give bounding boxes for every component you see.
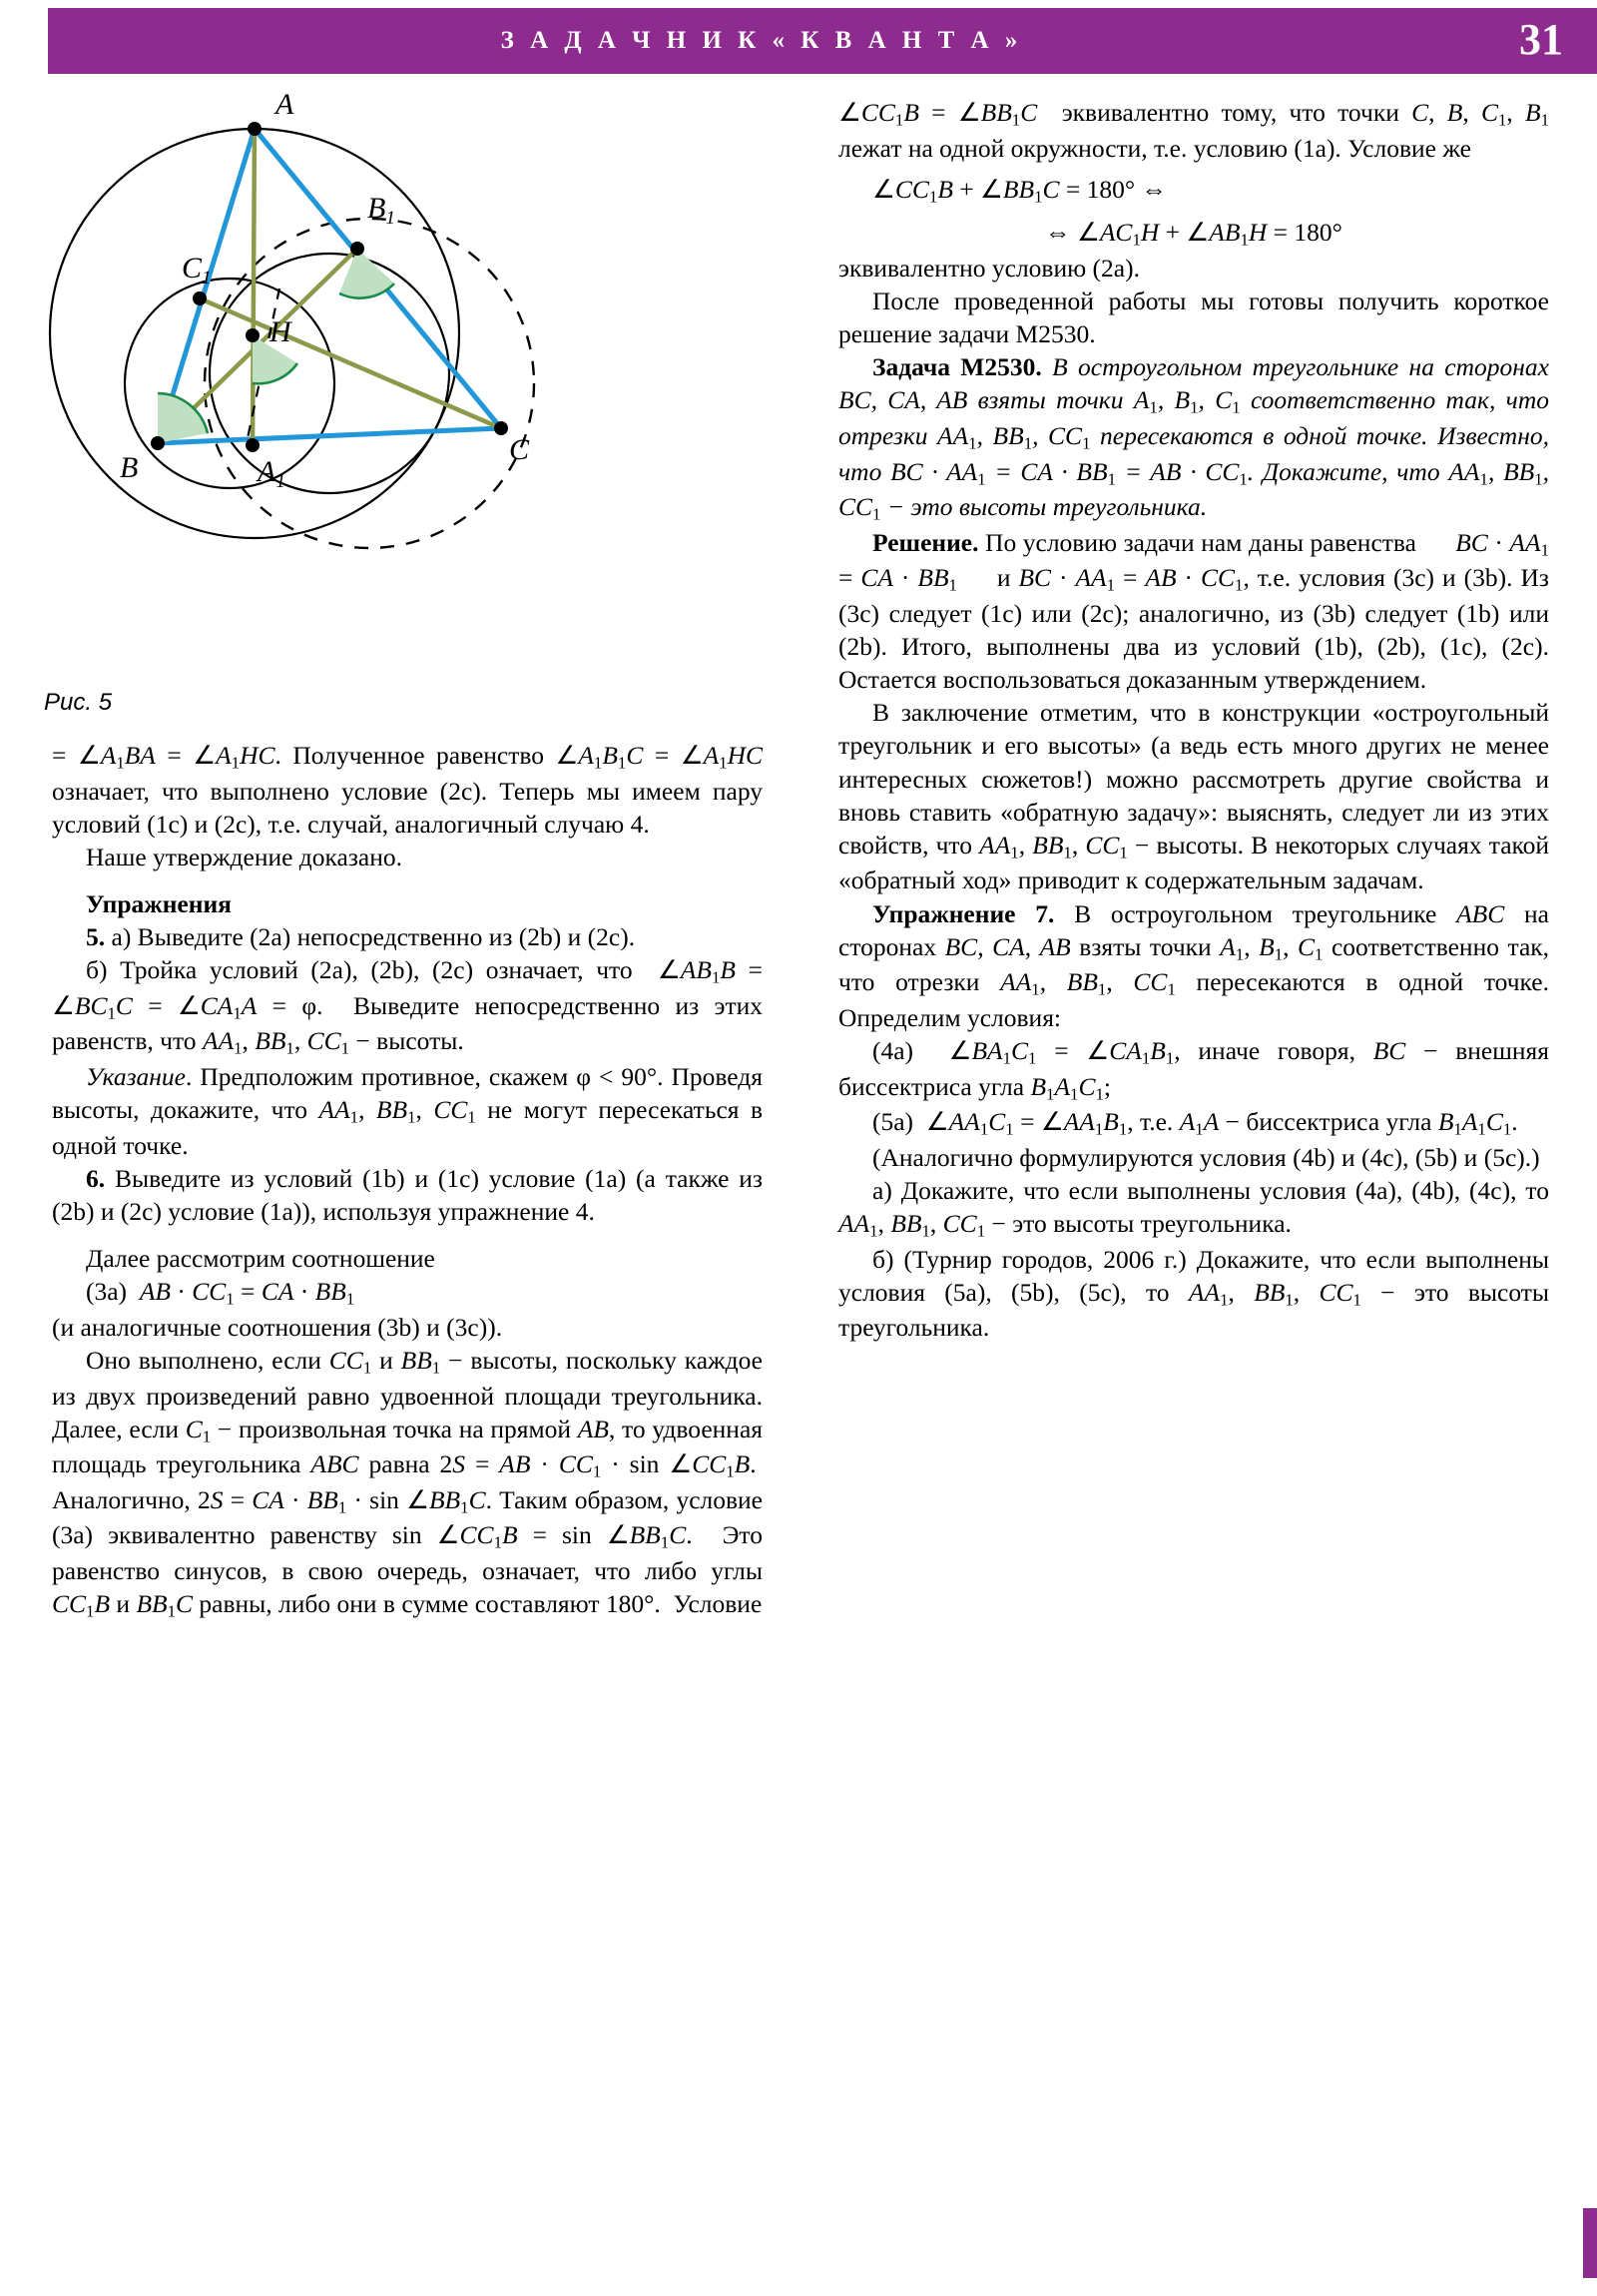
- paragraph: ⇔ $\angle AC_1H$ + $\angle AB_1H = 180^\circ$: [1045, 218, 1342, 250]
- paragraph-spacer: [838, 208, 1549, 216]
- figure-5-svg: [40, 84, 599, 703]
- figure-label-b1: B1: [367, 192, 395, 229]
- point-a1: [246, 438, 260, 452]
- point-c1: [193, 291, 207, 305]
- right-column: [838, 96, 1549, 1345]
- figure-label-b: B: [120, 451, 139, 484]
- figure-label-c: C: [509, 433, 530, 466]
- figure-label-a1: A1: [258, 455, 285, 492]
- point-a: [248, 122, 262, 136]
- paragraph: Задача М2530. В остроугольном треугольнике на сторонах BC, CA, AB взяты точки $A_1$, $B_1$, $C_1$ соответственно так, что отрезки $AA_1$, $BB_1$, $CC_1$ пересекаются в одной точке. Известно, что BC · $AA_1$ = CA · $BB_1$ = AB · $CC_1$. Докажите, что $AA_1$, $BB_1$, $CC_1$ − это высоты треугольника.: [838, 352, 1550, 524]
- figure-label-a: A: [275, 88, 294, 121]
- point-b1: [350, 242, 364, 256]
- circle-ab1ha1: [210, 254, 449, 493]
- paragraph: Упражнение 7. В остроугольном треугольнике ABC на сторонах BC, CA, AB взяты точки $A_1$, $B_1$, $C_1$ соответственно так, что отрезки $AA_1$, $BB_1$, $CC_1$ пересекаются в одной точке. Определим условия:: [838, 898, 1550, 1032]
- cevian-aa1: [253, 129, 255, 445]
- paragraph-spacer: [52, 873, 763, 887]
- paragraph: эквивалентно условию (2a).: [838, 253, 1140, 283]
- page-header-title: З А Д А Ч Н И К « К В А Н Т А »: [500, 27, 1023, 54]
- side-bc: [158, 428, 501, 443]
- paragraph-spacer: [838, 165, 1549, 173]
- paragraph: (4a) $\angle BA_1C_1$ = $\angle CA_1B_1$, иначе говоря, BC − внешняя биссектриса угла $B_1A_1C_1$;: [838, 1036, 1549, 1104]
- paragraph: $\angle CC_1B$ = $\angle BB_1C$ эквивалентно тому, что точки C, B, $C_1$, $B_1$ лежат на одной окружности, т.е. условию (1a). Условие же: [838, 98, 1550, 163]
- paragraph: 6. Выведите из условий (1b) и (1c) условие (1a) (а также из (2b) и (2c) условие (1a)), используя упражнение 4.: [52, 1163, 763, 1227]
- figure-5: [40, 84, 599, 703]
- paragraph: б) Тройка условий (2a), (2b), (2c) означает, что $\angle AB_1B$ = $\angle BC_1C$ = $\angle CA_1A = \varphi$. Выведите непосредственно из этих равенств, что $AA_1$, $BB_1$, $CC_1$ − высоты.: [52, 955, 763, 1059]
- paragraph: (5a) $\angle AA_1C_1$ = $\angle AA_1B_1$, т.е. $A_1A$ − биссектриса угла $B_1A_1C_1$.: [872, 1107, 1518, 1139]
- paragraph: Упражнения: [86, 889, 232, 918]
- paragraph: Наше утверждение доказано.: [86, 842, 403, 871]
- paragraph: $\angle CC_1B$ + $\angle BB_1C = 180^\circ$ ⇔: [872, 174, 1167, 207]
- paragraph: Далее рассмотрим соотношение: [86, 1244, 435, 1274]
- paragraph: 5. а) Выведите (2a) непосредственно из (2b) и (2c).: [86, 922, 636, 952]
- page-number: 31: [1519, 15, 1563, 64]
- paragraph: (3a) AB · $CC_1$ = CA · $BB_1$: [86, 1277, 355, 1309]
- paragraph: = $\angle A_1BA$ = $\angle A_1HC$. Полученное равенство $\angle A_1B_1C$ = $\angle A_1HC$ означает, что выполнено условие (2c). Теперь мы имеем пару условий (1c) и (2c), т.е. случай, аналогичный случаю 4.: [52, 741, 763, 839]
- figure-label-h: H: [269, 315, 291, 348]
- page-edge-tab: [1583, 2208, 1597, 2278]
- paragraph-spacer: [52, 1228, 763, 1242]
- figure-label-c1: C1: [182, 252, 212, 288]
- paragraph: (и аналогичные соотношения (3b) и (3c)).: [52, 1312, 503, 1342]
- paragraph: Решение. По условию задачи нам даны равенства BC · $AA_1$ = CA · $BB_1$ и BC · $AA_1$ = AB · $CC_1$, т.е. условия (3c) и (3b). Из (3c) следует (1c) или (2c); аналогично, из (3b) следует (1b) или (2b). Итого, выполнены два из условий (1b), (2b), (1c), (2c). Остается воспользоваться доказанным утверждением.: [838, 527, 1549, 695]
- paragraph: (Аналогично формулируются условия (4b) и (4c), (5b) и (5c).): [872, 1142, 1540, 1172]
- point-h: [246, 328, 260, 342]
- point-c: [494, 421, 508, 435]
- left-column: [52, 739, 763, 1623]
- paragraph: а) Докажите, что если выполнены условия (4a), (4b), (4c), то $AA_1$, $BB_1$, $CC_1$ − это высоты треугольника.: [838, 1175, 1549, 1241]
- figure-caption: Рис. 5: [44, 689, 113, 716]
- paragraph: Оно выполнено, если $CC_1$ и $BB_1$ − высоты, поскольку каждое из двух произведений равно удвоенной площади треугольника. Далее, если $C_1$ − произвольная точка на прямой AB, то удвоенная площадь треугольника ABC равна 2S = AB · $CC_1 \cdot \sin$ $\angle CC_1B$. Аналогично, 2S = CA · $BB_1 \cdot \sin$ $\angle BB_1C$. Таким образом, условие (3a) эквивалентно равенству $\sin \angle CC_1B = \sin$ $\angle BB_1C$. Это равенство синусов, в свою очередь, означает, что либо углы $CC_1B$ и $BB_1C$ равны, либо они в сумме составляют 180°. Условие: [52, 1346, 763, 1621]
- point-b: [151, 436, 165, 450]
- page-header-band: [48, 8, 1597, 74]
- paragraph: После проведенной работы мы готовы получить короткое решение задачи М2530.: [838, 287, 1549, 349]
- paragraph: В заключение отметим, что в конструкции «остроугольный треугольник и его высоты» (а ведь есть много других не менее интересных сюжетов!) можно рассмотреть другие свойства и вновь ставить «обратную задачу»: выяснять, следует ли из этих свойств, что $AA_1$, $BB_1$, $CC_1$ − высоты. В некоторых случаях такой «обратный ход» приводит к содержательным задачам.: [838, 698, 1550, 895]
- paragraph: б) (Турнир городов, 2006 г.) Докажите, что если выполнены условия (5a), (5b), (5c), то $AA_1$, $BB_1$, $CC_1$ − это высоты треугольника.: [838, 1244, 1550, 1343]
- paragraph: Указание. Предположим противное, скажем φ < 90°. Проведя высоты, докажите, что $AA_1$, $BB_1$, $CC_1$ не могут пересекаться в одной точке.: [52, 1062, 764, 1160]
